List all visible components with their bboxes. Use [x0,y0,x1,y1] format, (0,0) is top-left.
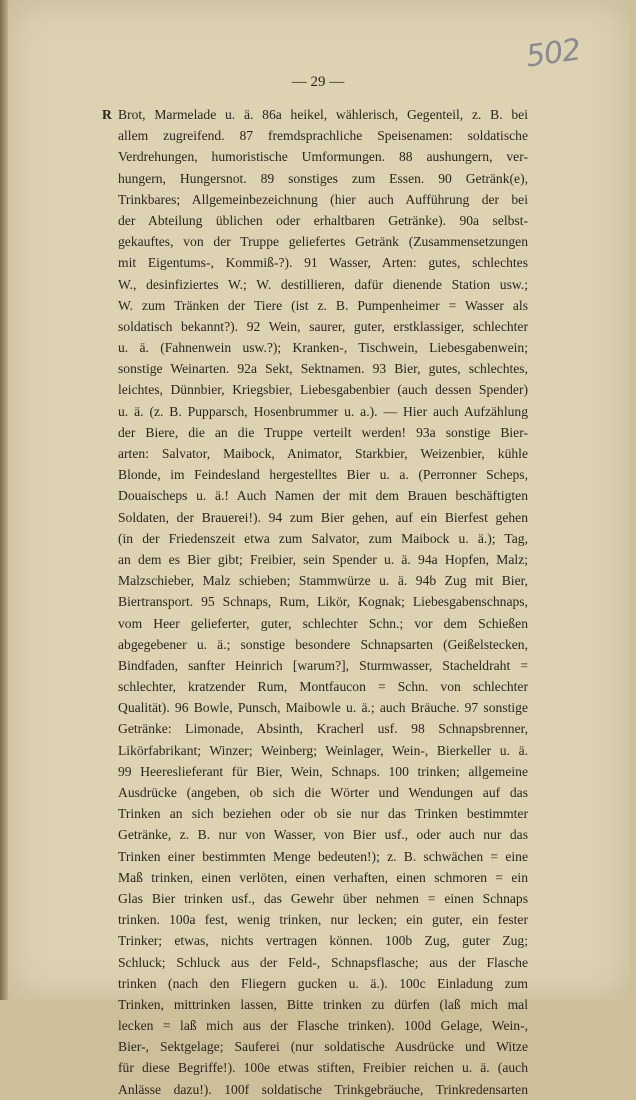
text-line: u. ä. (z. B. Pupparsch, Hosenbrummer u. a.). — Hier auch Aufzählung [118,403,528,419]
text-line: W. zum Tränken der Tiere (ist z. B. Pumpenheimer = Wasser als [118,297,528,313]
text-lines [118,104,528,1100]
text-line: sonstige Weinarten. 92a Sekt, Sektnamen. 93 Bier, gutes, schlechtes, [118,361,528,377]
text-line: W., desinfiziertes W.; W. destillieren, dafür dienende Station usw.; [118,276,528,292]
text-line: Anlässe dazu!). 100f soldatische Trinkgebräuche, Trinkredensarten [118,1081,528,1097]
text-line: trinken (nach den Fliegern gucken u. ä.). 100c Einladung zum [118,975,528,991]
text-line: 99 Heereslieferant für Bier, Wein, Schnaps. 100 trinken; allgemeine [118,763,528,779]
text-line: Bier-, Sektgelage; Sauferei (nur soldatische Ausdrücke und Witze [118,1039,528,1055]
handwritten-page-note: 502 [523,32,583,75]
text-line: Trinken einer bestimmten Menge bedeuten!); z. B. schwächen = eine [118,848,528,864]
text-line: Getränke, z. B. nur von Wasser, von Bier usf., oder auch nur das [118,827,528,843]
body-text [102,104,528,1100]
text-line: Getränke: Limonade, Absinth, Kracherl usf. 98 Schnapsbrenner, [118,721,528,737]
text-line: trinken. 100a fest, wenig trinken, nur lecken; ein guter, ein fester [118,912,528,928]
text-line: allem zugreifend. 87 fremdsprachliche Speisenamen: soldatische [118,128,528,144]
text-line: mit Eigentums-, Kommiß-?). 91 Wasser, Arten: gutes, schlechtes [118,255,528,271]
text-line: gekauftes, von der Truppe geliefertes Getränk (Zusammensetzungen [118,234,528,250]
margin-marker: R [102,107,112,122]
text-line: Schluck; Schluck aus der Feld-, Schnapsflasche; aus der Flasche [118,954,528,970]
text-line: Trinken an sich beziehen oder ob sie nur das Trinken bestimmter [118,806,528,822]
text-line: Bindfaden, sanfter Heinrich [warum?], Sturmwasser, Stacheldraht = [118,657,528,673]
text-line: der Biere, die an die Truppe verteilt werden! 93a sonstige Bier- [118,424,528,440]
text-line: Verdrehungen, humoristische Umformungen. 88 aushungern, ver- [118,149,528,165]
text-line: Trinkbares; Allgemeinbezeichnung (hier auch Aufführung der bei [118,191,528,207]
text-line: Biertransport. 95 Schnaps, Rum, Likör, Kognak; Liebesgabenschnaps, [118,594,528,610]
text-line: der Abteilung üblichen oder erhaltbaren Getränke). 90a selbst- [118,212,528,228]
text-line: leichtes, Dünnbier, Kriegsbier, Liebesgabenbier (auch dessen Spender) [118,382,528,398]
text-line: Maß trinken, einen verlöten, einen verhaften, einen schmoren = ein [118,869,528,885]
text-line: u. ä. (Fahnenwein usw.?); Kranken-, Tischwein, Liebesgabenwein; [118,340,528,356]
text-line: abgegebener u. ä.; sonstige besondere Schnapsarten (Geißelstecken, [118,636,528,652]
text-line: lecken = laß mich aus der Flasche trinken). 100d Gelage, Wein-, [118,1018,528,1034]
text-line: Qualität). 96 Bowle, Punsch, Maibowle u. ä.; auch Bräuche. 97 sonstige [118,700,528,716]
text-line: für diese Begriffe!). 100e etwas stiften, Freibier reichen u. ä. (auch [118,1060,528,1076]
text-line: Glas Bier trinken usf., das Gewehr über nehmen = einen Schnaps [118,890,528,906]
text-line: Soldaten, der Brauerei!). 94 zum Bier gehen, auf ein Bierfest gehen [118,509,528,525]
text-line: schlechter, kratzender Rum, Montfaucon = Schn. von schlechter [118,679,528,695]
text-line: arten: Salvator, Maibock, Animator, Starkbier, Weizenbier, kühle [118,446,528,461]
page-gutter-shadow [0,0,8,1000]
text-line: Trinker; etwas, nichts vertragen können. 100b Zug, guter Zug; [118,933,528,949]
page-number: — 29 — [291,74,345,90]
text-line: Blonde, im Feindesland hergestelltes Bier u. a. (Perronner Scheps, [118,467,528,483]
text-line: Douaischeps u. ä.! Auch Namen der mit dem Brauen beschäftigten [118,488,528,504]
text-line: vom Heer gelieferter, guter, schlechter Schn.; vor dem Schießen [118,615,528,631]
text-line: soldatisch bekannt?). 92 Wein, saurer, guter, erstklassiger, schlechter [118,318,528,334]
text-line: Ausdrücke (angeben, ob sich die Wörter und Wendungen auf das [118,785,528,800]
text-line: (in der Friedenszeit etwa zum Salvator, zum Maibock u. ä.); Tag, [118,530,528,546]
text-line: Trinken, mittrinken lassen, Bitte trinken zu dürfen (laß mich mal [118,996,528,1012]
text-line: Malzschieber, Malz schieben; Stammwürze u. ä. 94b Zug mit Bier, [118,573,528,589]
text-line: hungern, Hungersnot. 89 sonstiges zum Essen. 90 Getränk(e), [118,170,528,186]
text-line: an dem es Bier gibt; Freibier, sein Spender u. ä. 94a Hopfen, Malz; [118,551,528,567]
text-line: Likörfabrikant; Winzer; Weinberg; Weinlager, Wein-, Bierkeller u. ä. [118,742,528,758]
text-line: Brot, Marmelade u. ä. 86a heikel, wählerisch, Gegenteil, z. B. bei [118,107,528,122]
